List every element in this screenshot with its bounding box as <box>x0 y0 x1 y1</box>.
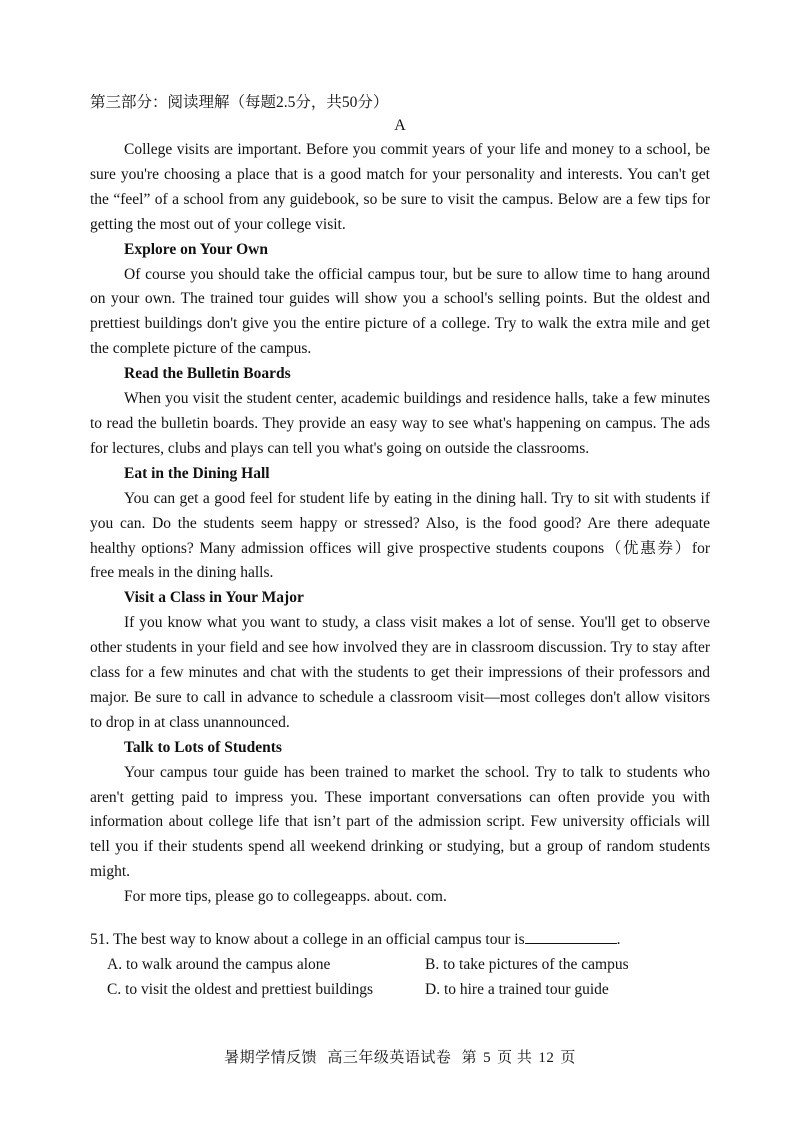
footer-paper-name: 高三年级英语试卷 <box>327 1050 452 1066</box>
footer-page-prefix: 第 <box>461 1050 478 1066</box>
question-stem-text: 51. The best way to know about a college in an official campus tour is <box>90 931 525 949</box>
footer-page-number: 5 <box>483 1050 492 1066</box>
passage-label: A <box>394 117 406 134</box>
option-a: A. to walk around the campus alone <box>107 956 331 974</box>
passage-body <box>90 138 710 910</box>
paragraph-more-tips: For more tips, please go to collegeapps. about. com. <box>124 888 447 906</box>
paragraph-explore: Of course you should take the official campus tour, but be sure to allow time to hang around on your own. The trained tour guides will show you a school's selling points. But the oldest and prettiest buildings don't give you the entire picture of a college. Try to walk the extra mile and get the complete picture of the campus. <box>90 265 710 358</box>
option-c: C. to visit the oldest and prettiest buildings <box>107 981 374 999</box>
question-stem-end: . <box>616 931 621 949</box>
subheading-explore: Explore on Your Own <box>124 240 268 258</box>
footer-page-suffix: 页 <box>560 1050 576 1066</box>
footer-exam-name: 暑期学情反馈 <box>224 1050 318 1066</box>
footer-total-pages: 12 <box>538 1050 555 1066</box>
document-page <box>90 92 710 1002</box>
page-footer <box>0 1046 800 1067</box>
subheading-students: Talk to Lots of Students <box>124 738 282 756</box>
paragraph-class: If you know what you want to study, a class visit makes a lot of sense. You'll get to observe other students in your field and see how involved they are in classroom discussion. Try to stay after class for a few minutes and chat with the students to get their impressions of their professors and major. Be sure to call in advance to schedule a classroom visit—most colleges don't allow visitors to drop in at class unannounced. <box>90 614 710 731</box>
question-stem <box>90 928 710 952</box>
section-header: 第三部分：阅读理解（每题2.5分，共50分） <box>90 94 389 111</box>
footer-page-mid: 页 共 <box>497 1050 533 1066</box>
paragraph-dining: You can get a good feel for student life by eating in the dining hall. Try to sit with students if you can. Do the students seem happy or stressed? Also, is the food good? Are there adequate healthy options? Many admission offices will give prospective students coupons（优惠券）for free meals in the dining halls. <box>90 489 710 582</box>
subheading-class: Visit a Class in Your Major <box>124 589 304 607</box>
answer-options <box>107 952 710 1002</box>
intro-paragraph: College visits are important. Before you commit years of your life and money to a school, be sure you're choosing a place that is a good match for your personality and interests. You can't get the “feel” of a school from any guidebook, so be sure to visit the campus. Below are a few tips for getting the most out of your college visit. <box>90 141 710 233</box>
question-51 <box>90 928 710 1002</box>
paragraph-students: Your campus tour guide has been trained to market the school. Try to talk to students who aren't getting paid to impress you. These important conversations can often provide you with information about college life that isn’t part of the admission script. Few university officials will tell you if their students spend all weekend drinking or studying, but a group of random students might. <box>90 763 710 881</box>
subheading-dining: Eat in the Dining Hall <box>124 464 270 482</box>
subheading-bulletin: Read the Bulletin Boards <box>124 365 291 383</box>
answer-blank <box>525 928 617 944</box>
option-d: D. to hire a trained tour guide <box>425 981 609 999</box>
option-b: B. to take pictures of the campus <box>425 956 629 974</box>
paragraph-bulletin: When you visit the student center, academic buildings and residence halls, take a few minutes to read the bulletin boards. They provide an easy way to see what's happening on campus. The ads for lectures, clubs and plays can tell you what's going on outside the classrooms. <box>90 390 710 457</box>
